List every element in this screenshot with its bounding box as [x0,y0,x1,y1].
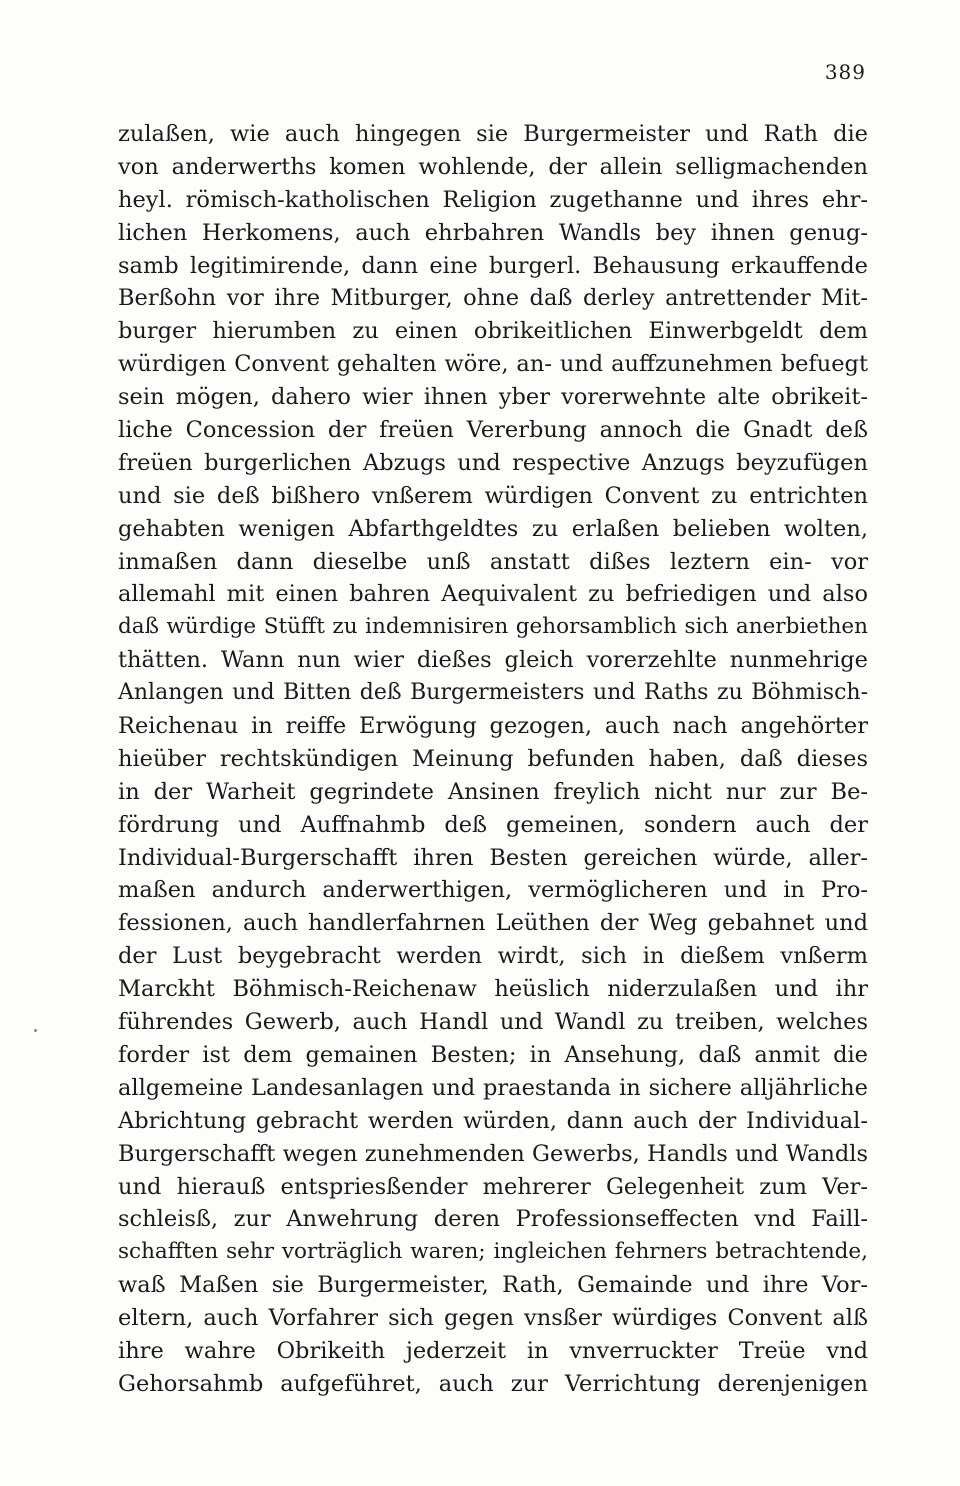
text-line: burger hierumben zu einen obrikeitlichen Einwerbgeldt dem [118,318,868,345]
text-line: allgemeine Landesanlagen und praestanda in sichere alljährliche [118,1074,868,1101]
body-text [118,118,868,1401]
text-line: daß würdige Stüfft zu indemnisiren gehorsamblich sich anerbiethen [118,614,868,640]
text-line: allemahl mit einen bahren Aequivalent zu befriedigen und also [118,581,868,608]
text-line: würdigen Convent gehalten wöre, an- und auffzunehmen befuegt [118,351,868,378]
text-line: hieüber rechtskündigen Meinung befunden haben, daß dieses [118,745,868,772]
text-line: schleisß, zur Anwehrung deren Professionseffecten vnd Faill- [118,1206,868,1233]
text-line: Reichenau in reiffe Erwögung gezogen, auch nach angehörter [118,713,868,740]
page-number: 389 [824,60,866,84]
text-line: inmaßen dann dieselbe unß anstatt dißes leztern ein- vor [118,548,868,575]
text-line: waß Maßen sie Burgermeister, Rath, Gemainde und ihre Vor- [118,1272,868,1299]
text-line: fessionen, auch handlerfahrnen Leüthen der Weg gebahnet und [118,910,868,937]
text-line: forder ist dem gemainen Besten; in Ansehung, daß anmit die [118,1041,868,1068]
text-line: schafften sehr vorträglich waren; ingleichen fehrners betrachtende, [118,1239,868,1265]
text-line: und sie deß bißhero vnßerem würdigen Convent zu entrichten [118,482,868,509]
text-line: Anlangen und Bitten deß Burgermeisters und Raths zu Böhmisch- [118,680,868,706]
text-line: Marckht Böhmisch-Reichenaw heüslich niderzulaßen und ihr [118,976,868,1003]
text-line: gehabten wenigen Abfarthgeldtes zu erlaßen belieben wolten, [118,515,868,542]
text-line: der Lust beygebracht werden wirdt, sich in dießem vnßerm [118,943,868,970]
text-line: zulaßen, wie auch hingegen sie Burgermeister und Rath die [118,121,868,147]
text-line: freüen burgerlichen Abzugs und respective Anzugs beyzufügen [118,449,868,476]
text-line: sein mögen, dahero wier ihnen yber vorerwehnte alte obrikeit- [118,384,868,411]
text-line: Abrichtung gebracht werden würden, dann auch der Individual- [118,1107,868,1134]
text-line: heyl. römisch-katholischen Religion zugethanne und ihres ehr- [118,186,868,213]
text-line: maßen andurch anderwerthigen, vermöglicheren und in Pro- [118,877,868,904]
text-line: Berßohn vor ihre Mitburger, ohne daß derley antrettender Mit- [118,285,868,312]
text-line: eltern, auch Vorfahrer sich gegen vnsßer würdiges Convent alß [118,1305,868,1332]
text-line: samb legitimirende, dann eine burgerl. Behausung erkauffende [118,252,868,279]
text-line: und hierauß entspriesßender mehrerer Gelegenheit zum Ver- [118,1173,868,1200]
text-line: lichen Herkomens, auch ehrbahren Wandls bey ihnen genug- [118,219,868,246]
text-line: liche Concession der freüen Vererbung annoch die Gnadt deß [118,417,868,444]
text-line: von anderwerths komen wohlende, der allein selligmachenden [118,153,868,180]
margin-speck [34,1029,37,1032]
text-line: in der Warheit gegrindete Ansinen freylich nicht nur zur Be- [118,778,868,805]
text-line: führendes Gewerb, auch Handl und Wandl zu treiben, welches [118,1009,868,1036]
text-line: Individual-Burgerschafft ihren Besten gereichen würde, aller- [118,844,868,871]
text-line: Gehorsahmb aufgeführet, auch zur Verrichtung derenjenigen [118,1370,868,1397]
text-line: ihre wahre Obrikeith jederzeit in vnverruckter Treüe vnd [118,1337,868,1364]
text-line: fördrung und Auffnahmb deß gemeinen, sondern auch der [118,811,868,838]
text-line: thätten. Wann nun wier dießes gleich vorerzehlte nunmehrige [118,647,868,674]
text-line: Burgerschafft wegen zunehmenden Gewerbs, Handls und Wandls [118,1140,868,1167]
